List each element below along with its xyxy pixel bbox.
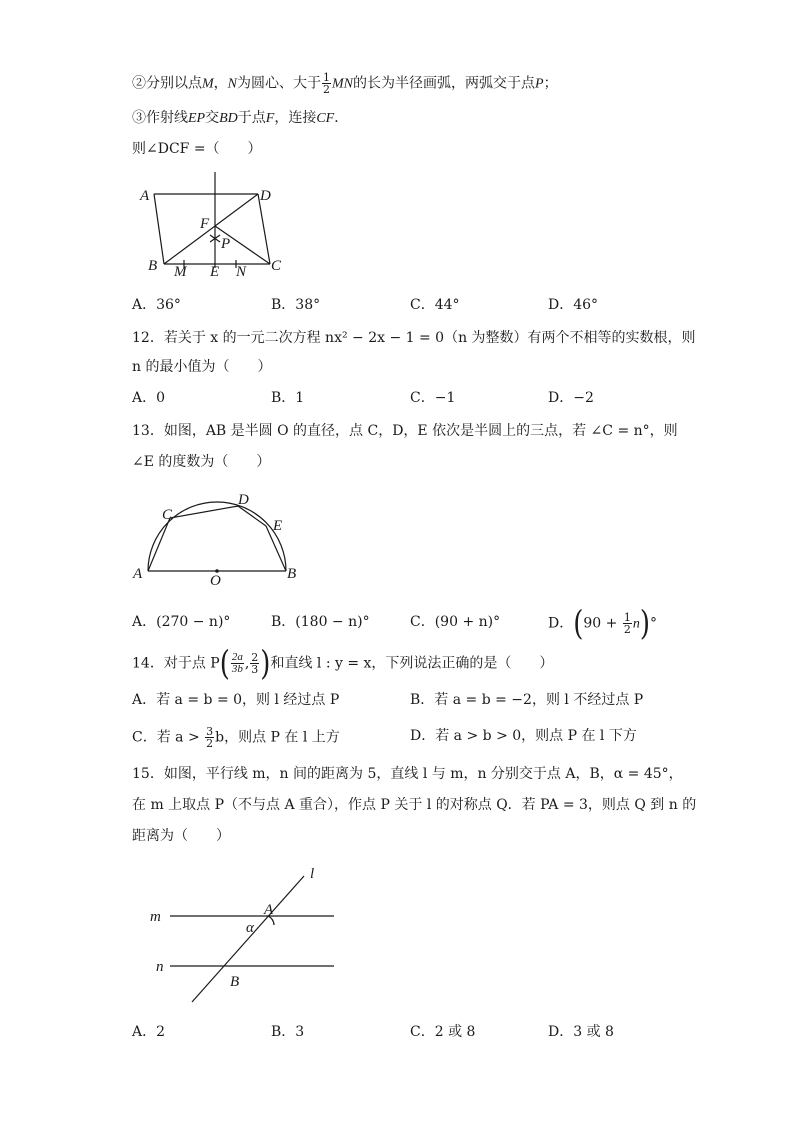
q13-option-c[interactable]: C．(90 + n)° xyxy=(410,614,501,630)
q15-option-b[interactable]: B．3 xyxy=(271,1024,305,1040)
frac-den: 3 xyxy=(251,663,259,676)
q11-step3-EP: EP xyxy=(188,111,206,126)
q11-option-c[interactable]: C．44° xyxy=(410,297,460,313)
fig-label-E: E xyxy=(210,264,220,280)
fig-label-B: B xyxy=(230,974,240,990)
q11-step2-post: 的长为半径画弧，两弧交于点 xyxy=(353,75,536,92)
paren-open: ( xyxy=(573,604,584,643)
q13-option-d-deg: ° xyxy=(650,615,657,632)
q11-parallelogram-figure xyxy=(138,170,298,282)
frac-num: 1 xyxy=(623,611,631,624)
q14-stem-pre: 14．对于点 P xyxy=(132,655,220,672)
q12-option-a[interactable]: A．0 xyxy=(132,390,166,406)
fig-label-O: O xyxy=(210,573,221,589)
q14-option-a[interactable]: A．若 a = b = 0，则 l 经过点 P xyxy=(132,692,340,708)
q11-half-fraction xyxy=(322,72,331,95)
fig-label-B: B xyxy=(148,258,158,274)
q11-step2-P: P xyxy=(535,76,544,92)
q15-option-a[interactable]: A．2 xyxy=(132,1024,166,1040)
q14-option-b[interactable]: B．若 a = b = −2，则 l 不经过点 P xyxy=(410,692,644,708)
paren-close: ) xyxy=(260,644,271,683)
q15-stem-line3: 距离为（ ） xyxy=(132,828,230,844)
q12-option-d[interactable]: D．−2 xyxy=(548,390,594,406)
q11-step2 xyxy=(132,72,558,95)
q11-step3-mid: 交 xyxy=(205,110,220,126)
q13-option-d-n: n xyxy=(632,616,640,632)
frac-num: 2 xyxy=(251,651,259,664)
q15-option-c[interactable]: C．2 或 8 xyxy=(410,1024,476,1040)
q13-option-d-letter: D． xyxy=(548,615,574,632)
q11-step2-MN: MN xyxy=(332,76,354,92)
fig-label-A: A xyxy=(133,566,143,582)
q14-comma: , xyxy=(244,655,250,672)
q14-option-c-fraction xyxy=(205,726,214,749)
q12-option-b[interactable]: B．1 xyxy=(271,390,305,406)
fig-label-l: l xyxy=(310,866,315,882)
q12-stem-line1: 12．若关于 x 的一元二次方程 nx² − 2x − 1 = 0（n 为整数）有两个不相等的实数根，则 xyxy=(132,330,696,346)
fig-label-D: D xyxy=(260,188,271,204)
fig-line-l xyxy=(192,876,304,1002)
fig-label-F: F xyxy=(200,216,210,232)
q14-frac-2 xyxy=(250,652,259,675)
fig-label-B: B xyxy=(287,566,297,582)
fig-label-D: D xyxy=(238,492,249,508)
q14-option-c[interactable] xyxy=(132,726,340,749)
q14-option-c-pre: C．若 a > xyxy=(132,729,205,746)
q13-option-d-fraction xyxy=(623,612,632,635)
q11-step2-sep: ， xyxy=(213,75,228,92)
frac-den: 2 xyxy=(206,737,214,750)
q14-stem xyxy=(132,644,554,683)
fig-label-A: A xyxy=(264,902,274,918)
q15-option-d[interactable]: D．3 或 8 xyxy=(548,1024,614,1040)
q13-option-d[interactable] xyxy=(548,604,657,643)
frac-num: 2a xyxy=(231,651,243,663)
fig-label-n: n xyxy=(156,959,164,975)
q11-step3-mid2: 于点 xyxy=(237,110,266,126)
fig-label-A: A xyxy=(140,188,150,204)
q12-option-c[interactable]: C．−1 xyxy=(410,390,456,406)
q11-step2-M: M xyxy=(202,76,214,92)
q15-parallel-lines-figure xyxy=(146,862,346,1008)
frac-den: 3b xyxy=(231,663,243,675)
q11-step3-text: ③作射线 xyxy=(132,110,188,126)
q11-step3-F: F xyxy=(265,111,275,126)
fig-label-P: P xyxy=(221,236,231,252)
fig-label-N: N xyxy=(236,264,247,280)
q11-step2-text: ②分别以点 xyxy=(132,75,202,92)
q11-step3-mid3: ，连接 xyxy=(274,110,317,126)
q15-stem-line1: 15．如图，平行线 m，n 间的距离为 5，直线 l 与 m，n 分别交于点 A，B，α = 45°， xyxy=(132,766,683,782)
q11-step2-N: N xyxy=(227,76,238,92)
q14-option-c-post: b，则点 P 在 l 上方 xyxy=(215,729,340,746)
q13-stem-line2: ∠E 的度数为（ ） xyxy=(132,454,271,470)
fig-side-AB xyxy=(154,194,164,264)
fig-label-m: m xyxy=(150,909,161,925)
paren-close: ) xyxy=(639,604,650,643)
q13-option-a[interactable]: A．(270 − n)° xyxy=(132,614,231,630)
q13-stem-line1: 13．如图，AB 是半圆 O 的直径，点 C，D，E 依次是半圆上的三点，若 ∠C = n°，则 xyxy=(132,423,678,439)
q11-step2-mid: 为圆心、大于 xyxy=(237,75,322,92)
fig-label-E: E xyxy=(273,518,283,534)
fig-diagonal-BD xyxy=(164,194,258,264)
q14-option-d[interactable]: D．若 a > b > 0，则点 P 在 l 下方 xyxy=(410,728,637,744)
q14-stem-post: 和直线 l : y = x，下列说法正确的是（ ） xyxy=(270,655,554,672)
paren-open: ( xyxy=(219,644,230,683)
q11-option-d[interactable]: D．46° xyxy=(548,297,599,313)
fig-label-alpha: α xyxy=(246,920,254,936)
q11-option-a[interactable]: A．36° xyxy=(132,297,181,313)
fig-label-C: C xyxy=(271,258,282,274)
q11-frac-num: 1 xyxy=(323,71,331,84)
q11-option-b[interactable]: B．38° xyxy=(271,297,321,313)
q13-option-d-a: 90 + xyxy=(583,615,622,632)
fig-label-M: M xyxy=(174,264,187,280)
q11-step3-CF: CF xyxy=(316,111,335,126)
q11-ask: 则∠DCF =（ ） xyxy=(132,141,262,157)
q15-stem-line2: 在 m 上取点 P（不与点 A 重合），作点 P 关于 l 的对称点 Q．若 PA = 3，则点 Q 到 n 的 xyxy=(132,797,697,813)
q11-step3 xyxy=(132,108,348,129)
q11-frac-den: 2 xyxy=(323,83,331,96)
frac-num: 3 xyxy=(206,725,214,738)
q12-stem-line2: n 的最小值为（ ） xyxy=(132,359,272,375)
q11-step3-BD: BD xyxy=(219,111,238,126)
q13-option-b[interactable]: B．(180 − n)° xyxy=(271,614,370,630)
q11-step3-end: ． xyxy=(334,110,349,126)
fig-side-DC xyxy=(258,194,270,264)
fig-label-C: C xyxy=(162,507,173,523)
frac-den: 2 xyxy=(623,623,631,636)
q14-frac-1 xyxy=(231,652,244,675)
q11-step2-end: ； xyxy=(543,75,558,92)
q13-semicircle-figure xyxy=(130,488,310,588)
